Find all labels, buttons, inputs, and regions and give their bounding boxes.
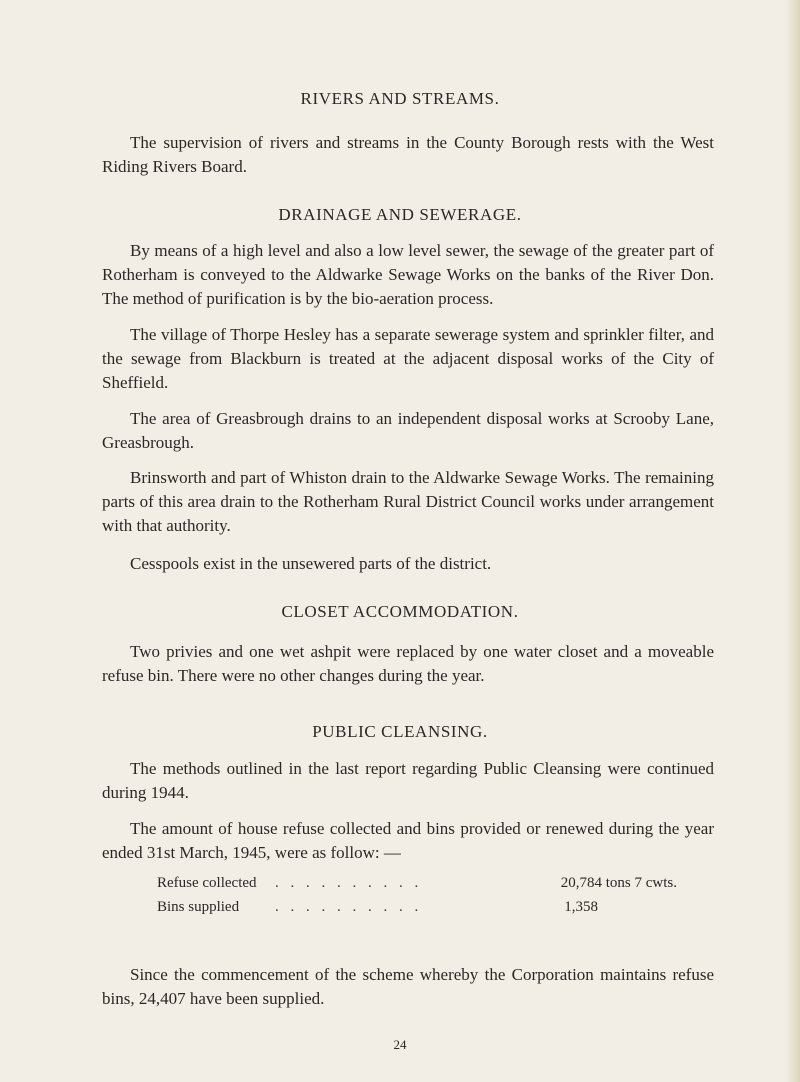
paragraph-brinsworth: Brinsworth and part of Whiston drain to the Aldwarke Sewage Works. The remaining parts of this area drain to the Rotherham Rural District Council works under arrangement with that authority. [102,468,714,535]
table-row-bins-supplied [157,899,677,923]
row-value: 1,358 [564,899,598,915]
leader-dots: . . . . . . . . . . [275,899,423,915]
paragraph-sewer-system: By means of a high level and also a low level sewer, the sewage of the greater part of Rotherham is conveyed to the Aldwarke Sewage Works on the banks of the River Don. The method of purification is by the bio-aeration process. [102,241,714,308]
row-label: Bins supplied [157,899,240,915]
paragraph-refuse-amount: The amount of house refuse collected and bins provided or renewed during the year ended 31st March, 1945, were as follow: — [102,819,714,862]
heading-drainage-and-sewerage: DRAINAGE AND SEWERAGE. [278,205,522,224]
heading-rivers-and-streams: RIVERS AND STREAMS. [300,89,500,108]
row-label: Refuse collected [157,875,257,891]
paragraph-greasbrough: The area of Greasbrough drains to an independent disposal works at Scrooby Lane, Greasbrough. [102,409,714,452]
paragraph-thorpe-hesley: The village of Thorpe Hesley has a separate sewerage system and sprinkler filter, and the sewage from Blackburn is treated at the adjacent disposal works of the City of Sheffield. [102,325,714,392]
heading-closet-accommodation: CLOSET ACCOMMODATION. [281,602,519,621]
paragraph-rivers-supervision: The supervision of rivers and streams in the County Borough rests with the West Riding Rivers Board. [102,133,714,176]
paragraph-cleansing-methods: The methods outlined in the last report regarding Public Cleansing were continued during 1944. [102,759,714,802]
paragraph-cesspools: Cesspools exist in the unsewered parts of the district. [130,554,492,573]
leader-dots: . . . . . . . . . . [275,875,423,891]
paragraph-privies-replaced: Two privies and one wet ashpit were replaced by one water closet and a moveable refuse bin. There were no other changes during the year. [102,642,714,685]
row-value: 20,784 tons 7 cwts. [560,875,677,891]
page-edge-shadow [786,0,800,1082]
refuse-table [157,875,677,923]
heading-public-cleansing: PUBLIC CLEANSING. [312,722,488,741]
table-row-refuse-collected [157,875,677,899]
page-number: 24 [393,1037,407,1052]
paragraph-bins-supplied-total: Since the commencement of the scheme whereby the Corporation maintains refuse bins, 24,407 have been supplied. [102,965,714,1008]
